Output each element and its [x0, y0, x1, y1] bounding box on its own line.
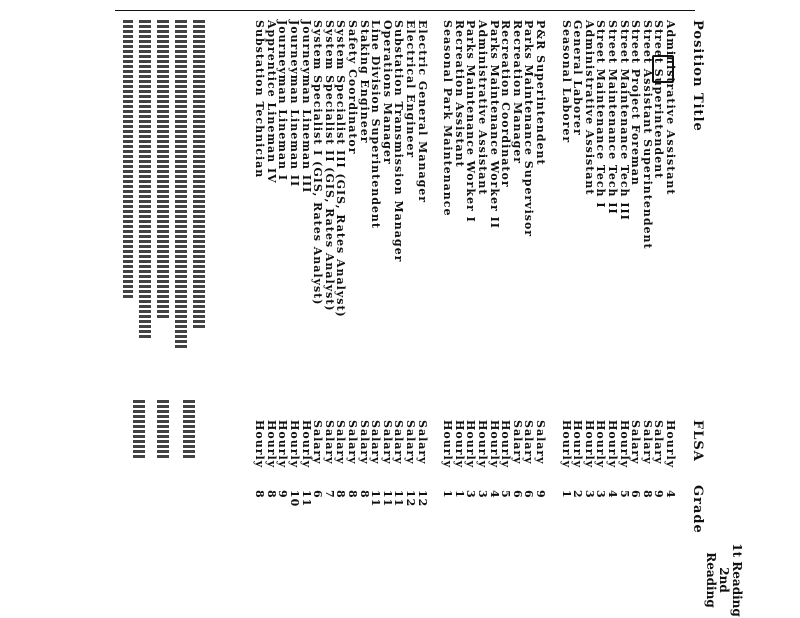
flsa-cell: Hourly	[476, 420, 489, 469]
position-title-cell: Parks Maintenance Supervisor	[522, 20, 536, 238]
position-title-cell: Parks Maintenance Worker II	[487, 20, 501, 229]
grade-cell: 6	[522, 490, 536, 499]
grade-cell: 11	[369, 490, 383, 508]
grade-cell: 3	[582, 490, 596, 499]
position-title-cell: Substation Technician	[253, 20, 267, 179]
flsa-cell: Salary	[334, 420, 348, 465]
flsa-cell: Hourly	[664, 420, 677, 469]
grade-cell: 7	[322, 490, 336, 499]
position-title-cell: Operations Manager	[380, 20, 394, 165]
flsa-cell: Hourly	[487, 420, 501, 469]
position-title-cell: Street Maintenance Tech II	[606, 20, 619, 215]
flsa-cell: Salary	[640, 420, 654, 465]
grade-header: Grade	[690, 485, 705, 534]
bleed-smear-7	[157, 400, 169, 460]
grade-cell: 8	[264, 490, 278, 499]
flsa-cell: Salary	[357, 420, 371, 465]
grade-cell: 9	[534, 490, 547, 499]
flsa-cell: Hourly	[499, 420, 513, 469]
grade-cell: 3	[476, 490, 489, 499]
flsa-cell: Hourly	[264, 420, 278, 469]
grade-cell: 4	[664, 490, 677, 499]
grade-cell: 6	[510, 490, 524, 499]
position-title-cell: Recreation Coordinator	[499, 20, 513, 188]
grade-cell: 10	[288, 490, 301, 508]
position-title-cell: Seasonal Laborer	[559, 20, 573, 144]
position-title-cell: System Specialist II (GIS, Rates Analyst)	[322, 20, 336, 312]
bleed-smear-1	[193, 20, 205, 330]
position-title-cell: Apprentice Lineman IV	[264, 20, 278, 184]
position-title-cell: Staking Engineer	[357, 20, 371, 144]
reading-header	[704, 540, 743, 618]
grade-cell: 8	[253, 490, 267, 499]
grade-cell: 5	[617, 490, 631, 499]
flsa-cell: Salary	[392, 420, 406, 465]
rotated-document	[95, 20, 744, 618]
grade-cell: 9	[276, 490, 290, 499]
first-reading-label: 1t Reading	[730, 543, 744, 617]
flsa-cell: Hourly	[617, 420, 631, 469]
flsa-cell: Hourly	[452, 420, 466, 469]
clip-mark	[652, 55, 674, 83]
position-title-cell: General Laborer	[571, 20, 585, 136]
flsa-cell: Salary	[311, 420, 325, 465]
flsa-cell: Hourly	[464, 420, 478, 469]
position-title-cell: Journeyman Lineman III	[299, 20, 313, 194]
flsa-cell: Salary	[369, 420, 383, 465]
flsa-cell: Hourly	[441, 420, 455, 469]
flsa-cell: Hourly	[288, 420, 301, 469]
flsa-cell: Salary	[510, 420, 524, 465]
flsa-cell: Hourly	[582, 420, 596, 469]
bleed-smear-2	[175, 20, 187, 350]
flsa-cell: Hourly	[559, 420, 573, 469]
grade-cell: 5	[499, 490, 513, 499]
position-title-cell: Street Superintendent	[652, 20, 666, 180]
flsa-cell: Hourly	[253, 420, 267, 469]
grade-cell: 9	[652, 490, 666, 499]
grade-cell: 11	[392, 490, 406, 508]
grade-cell: 1	[559, 490, 573, 499]
grade-cell: 1	[441, 490, 455, 499]
position-title-cell: System Specialist III (GIS, Rates Analyst)	[334, 20, 348, 318]
flsa-cell: Hourly	[571, 420, 585, 469]
margin-rule	[115, 10, 695, 11]
flsa-cell: Salary	[415, 420, 429, 465]
position-title-cell: Street Assistant Superintendent	[640, 20, 654, 250]
position-title-cell: Street Project Foreman	[629, 20, 643, 186]
position-title-cell: Safety Coordinator	[346, 20, 359, 155]
grade-cell: 8	[357, 490, 371, 499]
grade-cell: 6	[311, 490, 325, 499]
grade-cell: 4	[487, 490, 501, 499]
position-title-cell: Administrative Assistant	[476, 20, 489, 196]
position-title-cell: Administrative Assistant	[664, 20, 677, 196]
grade-cell: 8	[346, 490, 359, 499]
bleed-smear-5	[123, 20, 133, 300]
flsa-cell: Salary	[522, 420, 536, 465]
position-title-cell: Recreation Assistant	[452, 20, 466, 168]
position-title-cell: Line Division Superintendent	[369, 20, 383, 230]
flsa-cell: Hourly	[299, 420, 313, 469]
flsa-cell: Salary	[534, 420, 547, 465]
flsa-cell: Salary	[629, 420, 643, 465]
grade-cell: 8	[640, 490, 654, 499]
position-title-cell: Street Maintenance Tech I	[594, 20, 608, 209]
grade-cell: 11	[380, 490, 394, 508]
position-title-cell: Journeyman Lineman II	[288, 20, 301, 188]
grade-cell: 6	[629, 490, 643, 499]
position-title-cell: System Specialist I (GIS, Rates Analyst)	[311, 20, 325, 306]
grade-cell: 3	[594, 490, 608, 499]
second-reading-label: 2nd Reading	[704, 552, 731, 608]
flsa-cell: Hourly	[606, 420, 619, 469]
grade-cell: 12	[404, 490, 417, 508]
flsa-header: FLSA	[690, 420, 705, 462]
flsa-cell: Salary	[652, 420, 666, 465]
bleed-smear-4	[139, 20, 151, 340]
flsa-cell: Salary	[346, 420, 359, 465]
flsa-cell: Hourly	[276, 420, 290, 469]
position-title-cell: Recreation Manager	[510, 20, 524, 165]
bleed-smear-8	[133, 400, 145, 460]
position-title-cell: Street Maintenance Tech III	[617, 20, 631, 221]
grade-cell: 12	[415, 490, 429, 508]
grade-cell: 4	[606, 490, 619, 499]
position-title-header: Position Title	[690, 20, 705, 132]
grade-cell: 3	[464, 490, 478, 499]
bleed-smear-6	[183, 400, 195, 460]
grade-cell: 8	[334, 490, 348, 499]
grade-cell: 1	[452, 490, 466, 499]
flsa-cell: Hourly	[594, 420, 608, 469]
bleed-smear-3	[157, 20, 169, 320]
position-title-cell: Journeyman Lineman I	[276, 20, 290, 181]
grade-cell: 2	[571, 490, 585, 499]
position-title-cell: Substation Transmission Manager	[392, 20, 406, 263]
flsa-cell: Salary	[380, 420, 394, 465]
position-title-cell: P&R Superintendent	[534, 20, 547, 166]
position-title-cell: Administrative Assistant	[582, 20, 596, 196]
position-title-cell: Electric General Manager	[415, 20, 429, 204]
position-title-cell: Parks Maintenance Worker I	[464, 20, 478, 223]
flsa-cell: Salary	[404, 420, 417, 465]
position-title-cell: Electrical Engineer	[404, 20, 417, 159]
position-title-cell: Seasonal Park Maintenance	[441, 20, 455, 217]
flsa-cell: Salary	[322, 420, 336, 465]
grade-cell: 11	[299, 490, 313, 508]
